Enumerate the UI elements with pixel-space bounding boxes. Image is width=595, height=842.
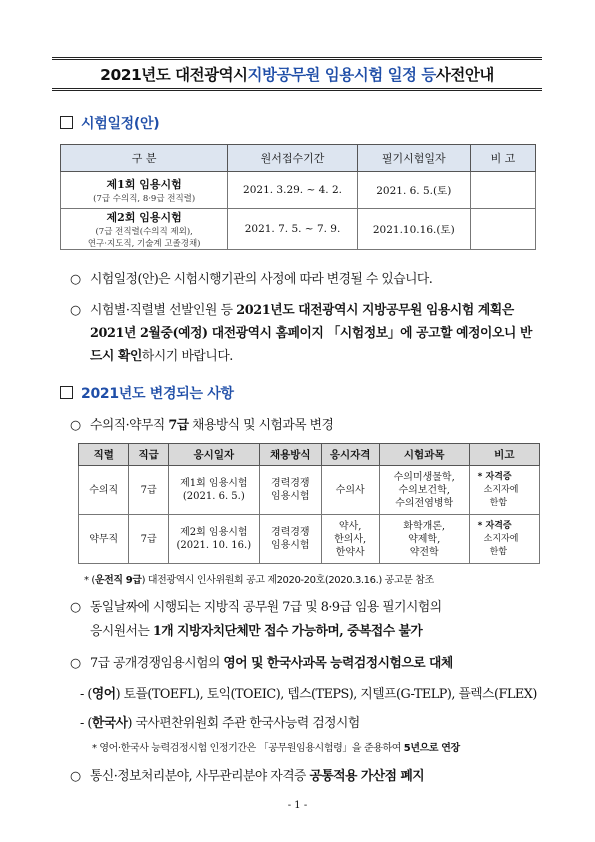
header-cell: 채용방식 bbox=[259, 444, 321, 466]
note-cell bbox=[470, 209, 535, 250]
note-cell bbox=[470, 172, 535, 209]
header-cell: 필기시험일자 bbox=[357, 145, 470, 172]
change-item-duplicate: ○ 동일날짜에 시행되는 지방직 공무원 7급 및 8·9급 임용 필기시험의 bbox=[70, 600, 442, 615]
notice-announcement: ○ 시험별·직렬별 선발인원 등 2021년도 대전광역시 지방공무원 임용시험 계획은 2021년 2월중(예정) 대전광역시 홈페이지 「시험정보」에 공고할 예정이오니 반드시 확인하시기 바랍니다. bbox=[70, 303, 532, 364]
date-cell: 제2회 임용시험 (2021. 10. 16.) bbox=[168, 515, 259, 564]
page-number: - 1 - bbox=[287, 800, 308, 811]
qualification-cell: 약사, 한의사, 한약사 bbox=[321, 515, 379, 564]
header-cell: 비고 bbox=[469, 444, 539, 466]
method-cell: 경력경쟁 임용시험 bbox=[259, 466, 321, 515]
table-footnote: * (운전직 9급) 대전광역시 인사위원회 공고 제2020-20호(2020.3.16.) 공고문 참조 bbox=[84, 575, 434, 586]
subjects-cell: 수의미생물학, 수의보건학, 수의전염병학 bbox=[379, 466, 469, 515]
header-cell: 시험과목 bbox=[379, 444, 469, 466]
change-table bbox=[78, 443, 540, 564]
header-cell: 구 분 bbox=[61, 145, 228, 172]
table-row bbox=[61, 172, 536, 209]
table-header-row bbox=[61, 145, 536, 172]
checkbox-square-icon bbox=[60, 386, 73, 399]
change-item-certification: ○ 7급 공개경쟁임용시험의 영어 및 한국사과목 능력검정시험으로 대체 bbox=[70, 656, 453, 671]
exam-name-cell: 제1회 임용시험 (7급 수의직, 8·9급 전직렬) bbox=[61, 172, 228, 209]
application-period-cell: 2021. 7. 5. ~ 7. 9. bbox=[228, 209, 357, 250]
exam-date-cell: 2021.10.16.(토) bbox=[357, 209, 470, 250]
date-cell: 제1회 임용시험 (2021. 6. 5.) bbox=[168, 466, 259, 515]
header-cell: 응시일자 bbox=[168, 444, 259, 466]
remark-cell: * 자격증 소지자에 한함 bbox=[469, 515, 539, 564]
section-heading-schedule: 시험일정(안) bbox=[60, 113, 159, 133]
header-cell: 직급 bbox=[129, 444, 168, 466]
header-cell: 비 고 bbox=[470, 145, 535, 172]
qualification-cell: 수의사 bbox=[321, 466, 379, 515]
remark-cell: * 자격증 소지자에 한함 bbox=[469, 466, 539, 515]
section-heading-changes: 2021년도 변경되는 사항 bbox=[60, 383, 234, 403]
series-cell: 약무직 bbox=[79, 515, 129, 564]
header-cell: 원서접수기간 bbox=[228, 145, 357, 172]
series-cell: 수의직 bbox=[79, 466, 129, 515]
change-item-bonus-points: ○ 통신·정보처리분야, 사무관리분야 자격증 공통적용 가산점 폐지 bbox=[70, 769, 425, 784]
korean-history-line: - (한국사) 국사편찬위원회 주관 한국사능력 검정시험 bbox=[80, 716, 360, 731]
schedule-table bbox=[60, 144, 536, 250]
english-tests-line: - (영어) 토플(TOEFL), 토익(TOEIC), 텝스(TEPS), 지텔프(G-TELP), 플렉스(FLEX) bbox=[80, 687, 537, 702]
application-period-cell: 2021. 3.29. ~ 4. 2. bbox=[228, 172, 357, 209]
title-part3: 사전안내 bbox=[435, 66, 494, 84]
table-row bbox=[79, 466, 540, 515]
notice-schedule-change: ○ 시험일정(안)은 시험시행기관의 사정에 따라 변경될 수 있습니다. bbox=[70, 272, 433, 287]
subjects-cell: 화학개론, 약제학, 약전학 bbox=[379, 515, 469, 564]
table-row bbox=[61, 209, 536, 250]
document-title bbox=[52, 57, 542, 91]
table-row bbox=[79, 515, 540, 564]
table-header-row bbox=[79, 444, 540, 466]
change-item-vet-pharma: ○ 수의직·약무직 7급 채용방식 및 시험과목 변경 bbox=[70, 418, 334, 433]
title-part1: 2021년도 대전광역시 bbox=[100, 66, 248, 84]
method-cell: 경력경쟁 임용시험 bbox=[259, 515, 321, 564]
grade-cell: 7급 bbox=[129, 515, 168, 564]
exam-date-cell: 2021. 6. 5.(토) bbox=[357, 172, 470, 209]
grade-cell: 7급 bbox=[129, 466, 168, 515]
change-item-duplicate-cont: 응시원서는 1개 지방자치단체만 접수 가능하며, 중복접수 불가 bbox=[90, 624, 423, 639]
header-cell: 응시자격 bbox=[321, 444, 379, 466]
recognition-period-note: * 영어·한국사 능력검정시험 인정기간은 「공무원임용시험령」을 준용하여 5년으로 연장 bbox=[92, 743, 460, 754]
checkbox-square-icon bbox=[60, 116, 73, 129]
title-part2: 지방공무원 임용시험 일정 등 bbox=[247, 66, 436, 84]
header-cell: 직렬 bbox=[79, 444, 129, 466]
exam-name-cell: 제2회 임용시험 (7급 전직렬(수의직 제외), 연구·지도직, 기술계 고졸경채) bbox=[61, 209, 228, 250]
